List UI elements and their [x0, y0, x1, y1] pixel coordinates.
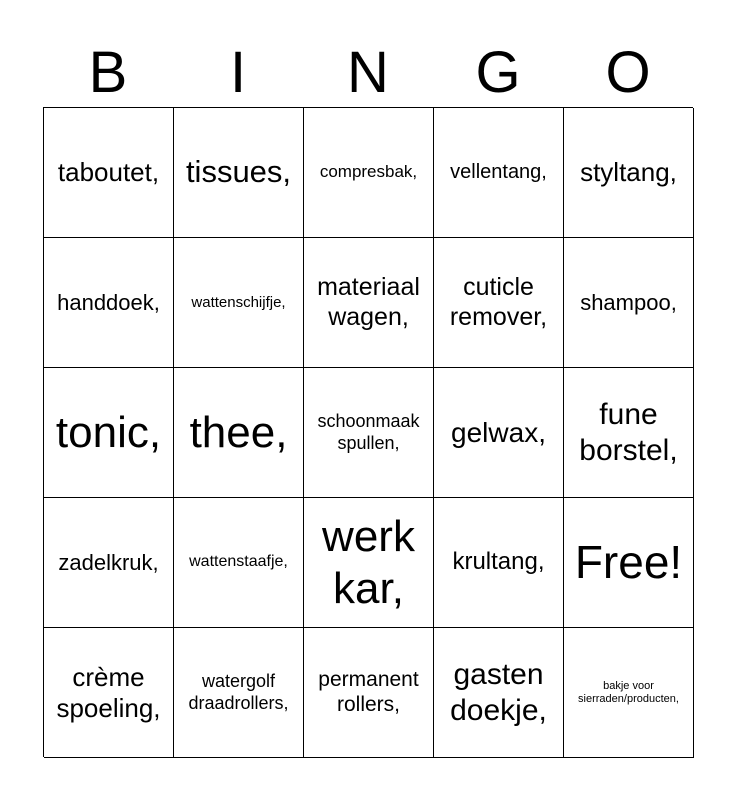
cell-text: bakje voor sierraden/producten, [578, 679, 679, 705]
bingo-cell[interactable] [434, 498, 564, 628]
bingo-cell[interactable] [434, 108, 564, 238]
bingo-cell[interactable] [44, 498, 174, 628]
cell-text: tissues, [185, 154, 292, 190]
bingo-cell[interactable] [174, 498, 304, 628]
cell-text: wattenstaafje, [189, 553, 288, 571]
cell-text: crème spoeling, [56, 661, 161, 723]
bingo-cell[interactable] [564, 628, 694, 758]
cell-text: handdoek, [57, 289, 160, 315]
cell-text: taboutet, [57, 157, 160, 188]
bingo-cell[interactable] [304, 108, 434, 238]
cell-text: schoonmaak spullen, [317, 411, 420, 453]
cell-text: thee, [189, 407, 288, 457]
bingo-cell[interactable] [174, 238, 304, 368]
cell-text: cuticle remover, [449, 273, 548, 331]
bingo-cell[interactable] [174, 108, 304, 238]
bingo-cell[interactable] [564, 108, 694, 238]
bingo-cell[interactable] [564, 238, 694, 368]
bingo-header [43, 42, 693, 104]
bingo-cell[interactable] [44, 628, 174, 758]
free-space[interactable] [564, 498, 694, 628]
cell-text: tonic, [55, 407, 162, 457]
cell-text: styltang, [580, 157, 677, 188]
cell-text: fune borstel, [579, 398, 678, 467]
bingo-cell[interactable] [174, 368, 304, 498]
cell-text: wattenschijfje, [191, 293, 286, 311]
bingo-cell[interactable] [434, 628, 564, 758]
header-letter-g: G [475, 40, 521, 105]
cell-text: krultang, [452, 548, 545, 576]
bingo-cell[interactable] [304, 238, 434, 368]
header-letter-o: O [605, 40, 651, 105]
bingo-cell[interactable] [304, 368, 434, 498]
cell-text: werk kar, [322, 511, 415, 613]
header-letter-i: I [229, 40, 247, 105]
cell-text: compresbak, [319, 162, 418, 182]
bingo-cell[interactable] [44, 238, 174, 368]
cell-text: permanent rollers, [318, 667, 419, 716]
cell-text: vellentang, [450, 160, 547, 183]
bingo-cell[interactable] [304, 498, 434, 628]
cell-text: gelwax, [451, 416, 546, 448]
cell-text: materiaal wagen, [317, 273, 420, 331]
cell-text: zadelkruk, [58, 549, 159, 575]
bingo-grid [43, 107, 693, 757]
cell-text: shampoo, [580, 289, 677, 315]
bingo-cell[interactable] [44, 368, 174, 498]
cell-text: Free! [574, 536, 683, 589]
bingo-cell[interactable] [44, 108, 174, 238]
cell-text: watergolf draadrollers, [188, 671, 289, 713]
bingo-cell[interactable] [304, 628, 434, 758]
bingo-cell[interactable] [564, 368, 694, 498]
bingo-cell[interactable] [434, 238, 564, 368]
bingo-cell[interactable] [434, 368, 564, 498]
bingo-cell[interactable] [174, 628, 304, 758]
header-letter-b: B [88, 40, 128, 105]
header-letter-n: N [347, 40, 389, 105]
cell-text: gasten doekje, [450, 658, 547, 727]
